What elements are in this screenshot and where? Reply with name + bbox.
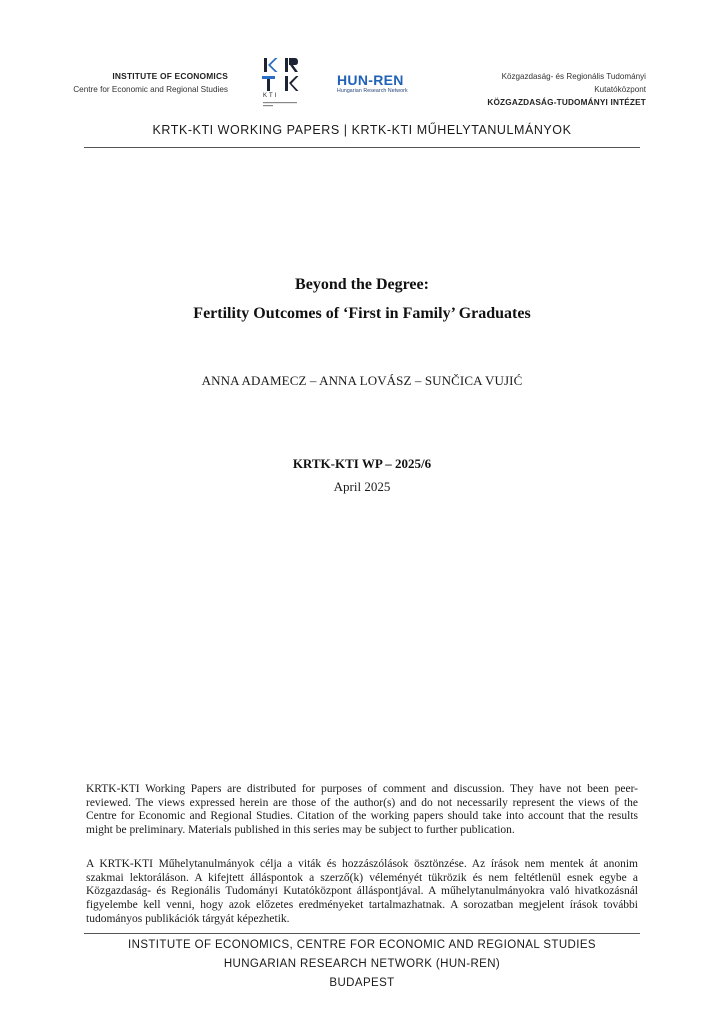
centre-name-hu: Közgazdaság- és Regionális Tudományi Kutatóközpont	[501, 72, 646, 94]
institute-name-en: INSTITUTE OF ECONOMICS	[112, 71, 228, 81]
kti-logo-subtitle: KTI	[263, 93, 279, 99]
footer-line-network: HUNGARIAN RESEARCH NETWORK (HUN-REN)	[223, 958, 501, 970]
header-divider	[84, 147, 640, 148]
hunren-logo-name: HUN-REN	[337, 72, 404, 88]
working-paper-number: KRTK-KTI WP – 2025/6	[292, 456, 432, 471]
kti-logo-fineprint-icon	[263, 101, 303, 107]
series-title: KRTK-KTI WORKING PAPERS | KRTK-KTI MŰHELYTANULMÁNYOK	[152, 123, 572, 137]
footer-line-city: BUDAPEST	[329, 977, 395, 989]
disclaimer-english: KRTK-KTI Working Papers are distributed for purposes of comment and discussion. They have not been peer-reviewed. The views expressed herein are those of the author(s) and do not necessarily represent the views of the Centre for Economic and Regional Studies. Citation of the working papers should take into account that the results might be preliminary. Materials published in this series may be subject to further publication.	[86, 783, 638, 837]
institute-header-en	[70, 70, 228, 96]
hunren-logo	[337, 72, 408, 95]
centre-name-en: Centre for Economic and Regional Studies	[73, 85, 228, 94]
hunren-logo-subtitle: Hungarian Research Network	[337, 88, 408, 94]
publication-date: April 2025	[333, 479, 391, 494]
paper-title-line1: Beyond the Degree:	[295, 276, 429, 293]
authors: ANNA ADAMECZ – ANNA LOVÁSZ – SUNČICA VUJIĆ	[201, 373, 523, 388]
paper-title-line2: Fertility Outcomes of ‘First in Family’ Graduates	[193, 305, 531, 322]
footer-divider	[84, 933, 640, 934]
institute-header-hu	[448, 70, 646, 109]
disclaimer-hungarian: A KRTK-KTI Műhelytanulmányok célja a viták és hozzászólások ösztönzése. Az írások nem mentek át anonim szakmai lektoráláson. A kifejtett álláspontok a szerző(k) véleményét tükrözik és nem feltétlenül esnek egybe a Közgazdaság- és Regionális Tudományi Kutatóközpont álláspontjával. A műhelytanulmányokra való hivatkozásnál figyelembe kell venni, hogy azok előzetes eredményeket tartalmazhatnak. A sorozatban megjelent írások további tudományos publikációk tárgyát képezhetik.	[86, 858, 638, 925]
footer-line-institute: INSTITUTE OF ECONOMICS, CENTRE FOR ECONOMIC AND REGIONAL STUDIES	[128, 939, 596, 951]
institute-name-hu: KÖZGAZDASÁG-TUDOMÁNYI INTÉZET	[487, 98, 646, 107]
